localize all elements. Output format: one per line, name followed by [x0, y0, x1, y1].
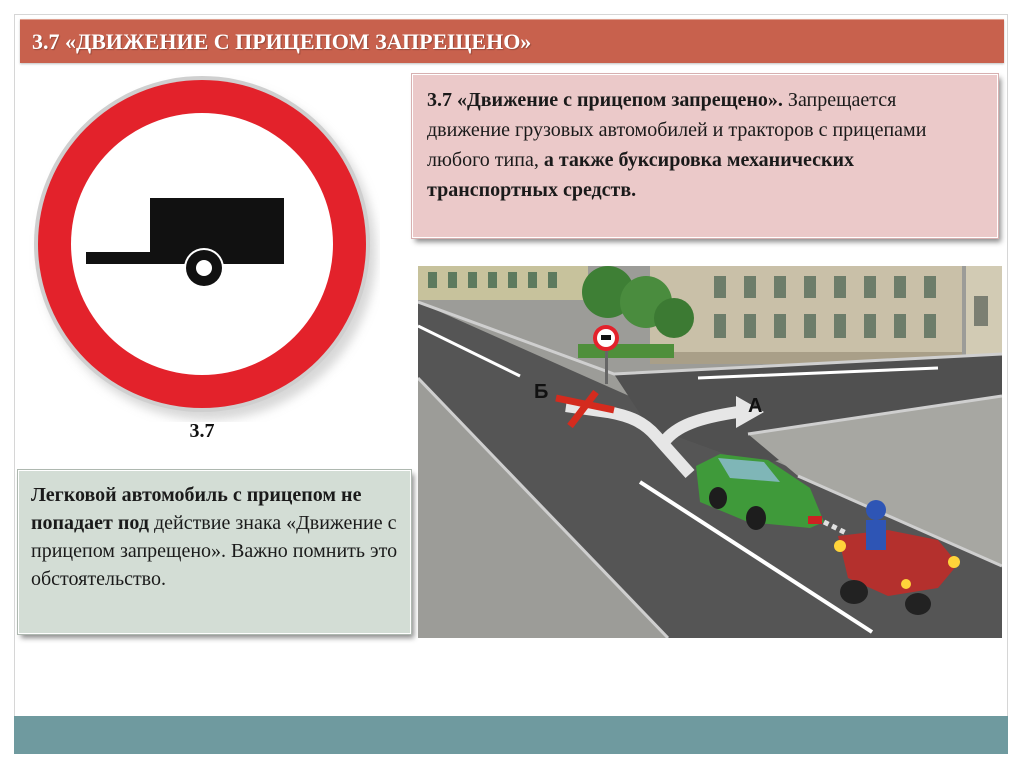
rule-title: 3.7 «Движение с прицепом запрещено».	[427, 89, 783, 111]
intersection-scene	[418, 266, 1002, 638]
road-label-b: Б	[534, 381, 549, 403]
note-text: действие знака «Движение с прицепом запрещено». Важно помнить это обстоятельство.	[31, 512, 398, 590]
rule-text-bold: а также буксировка механических транспортных средств.	[427, 149, 855, 201]
rule-text: Запрещается движение грузовых автомобилей и тракторов с прицепами любого типа,	[427, 89, 927, 171]
rule-description-box	[412, 74, 998, 238]
no-trailer-sign-icon	[28, 70, 380, 422]
sign-caption: 3.7	[189, 420, 215, 442]
footer-bar	[14, 716, 1008, 754]
road-label-a: А	[748, 395, 763, 417]
road-sign	[28, 70, 380, 422]
street-illustration	[418, 266, 1002, 638]
note-box	[18, 470, 411, 634]
note-bold-text: Легковой автомобиль с прицепом не попадает под	[31, 484, 362, 534]
slide-title: 3.7 «ДВИЖЕНИЕ С ПРИЦЕПОМ ЗАПРЕЩЕНО»	[32, 29, 532, 54]
title-bar	[20, 19, 1004, 63]
